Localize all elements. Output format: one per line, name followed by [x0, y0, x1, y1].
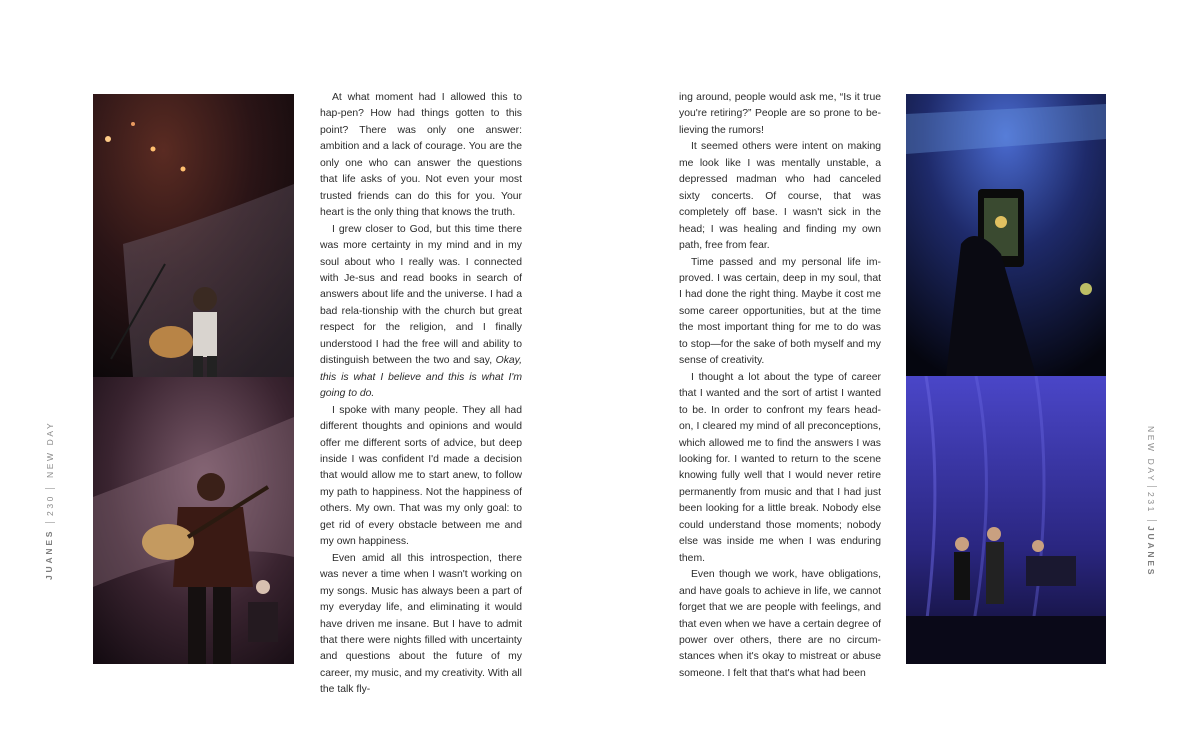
running-head-right [1144, 420, 1160, 590]
page-number: 230 [45, 494, 55, 516]
divider [45, 522, 55, 523]
right-page-text [679, 90, 881, 682]
book-title: NEW DAY [1146, 426, 1156, 484]
book-title: NEW DAY [45, 420, 55, 478]
paragraph: I thought a lot about the type of career that I wanted and the sort of artist I wanted to be. In order to confront my fears head-on, I cleared my mind of all preconceptions, which allowed me to find the answers I was looking for. I wanted to return to the scene knowing fully well that I would never retire permanently from music and that I had just been looking for a little break. Nobody else could understand those moments; nobody else was inside me when I was enduring them. [679, 371, 881, 564]
paragraph: It seemed others were intent on making me look like I was mentally unstable, a depressed madman who had canceled sixty concerts. Of course, that was completely off base. I wasn't sick in the head; I was healing and finding my own path, free from fear. [679, 141, 881, 252]
page-number: 231 [1146, 492, 1156, 514]
paragraph: I spoke with many people. They all had different thoughts and opinions and would offer me different sorts of advice, but deep inside I was confident I'd made a decision that would allow me to start anew, to follow my path to happiness. Not the happiness of others. My own. That was my only goal: to get rid of every obstacle between me and my own happiness. [320, 404, 522, 548]
divider [1147, 520, 1157, 521]
paragraph: Even though we work, have obligations, and have goals to achieve in life, we cannot forget that we are people with feelings, and that even when we have a certain degree of power over others, there are no circum-stances when it's okay to mistreat or abuse someone. I felt that that's what had been [679, 569, 881, 679]
divider [45, 488, 55, 489]
author-name: JUANES [1146, 526, 1156, 578]
paragraph: ing around, people would ask me, “Is it true you're retiring?” People are so prone to be-lieving the rumors! [679, 92, 881, 136]
italic-quote: Okay, this is what I believe and this is what I'm going to do. [320, 355, 522, 400]
author-name: JUANES [44, 528, 54, 580]
paragraph: At what moment had I allowed this to hap-pen? How had things gotten to this point? There was only one answer: ambition and a lack of courage. You are the only one who can answer the questions that life asks of you. Not even your most trusted friends can do this for you. Your heart is the only thing that knows the truth. [320, 92, 522, 219]
paragraph: Even amid all this introspection, there was never a time when I wasn't working on my songs. Music has always been a part of my everyday life, and eliminating it would have driven me insane. But I have to admit that there were nights filled with uncertainty and questions about the future of my career, my music, and my creativity. With all the talk fly- [320, 552, 522, 696]
concert-photo-guitar-spotlight [93, 94, 294, 377]
running-head-left [42, 420, 58, 590]
paragraph-text: I grew closer to God, but this time there was more certainty in my mind and in my soul about who I really was. I connected with Je-sus and read books in search of answers about life and the universe. I had a bad rela-tionship with the church but great respect for the religion, and I finally understood I had the free will and ability to distinguish between the two and say, [320, 223, 522, 367]
concert-photo-duet-blue-stage [906, 376, 1106, 664]
paragraph: Time passed and my personal life im-proved. I was certain, deep in my soul, that I had done the right thing. Maybe it cost me some career opportunities, but at the time the most important thing for me to do was to stop—for the sake of both myself and my sense of creativity. [679, 256, 881, 367]
paragraph [320, 222, 522, 403]
concert-photo-guitar-stage-red [93, 377, 294, 664]
divider [1147, 486, 1157, 487]
concert-photo-phone-recording [906, 94, 1106, 376]
left-page-text [320, 90, 522, 699]
